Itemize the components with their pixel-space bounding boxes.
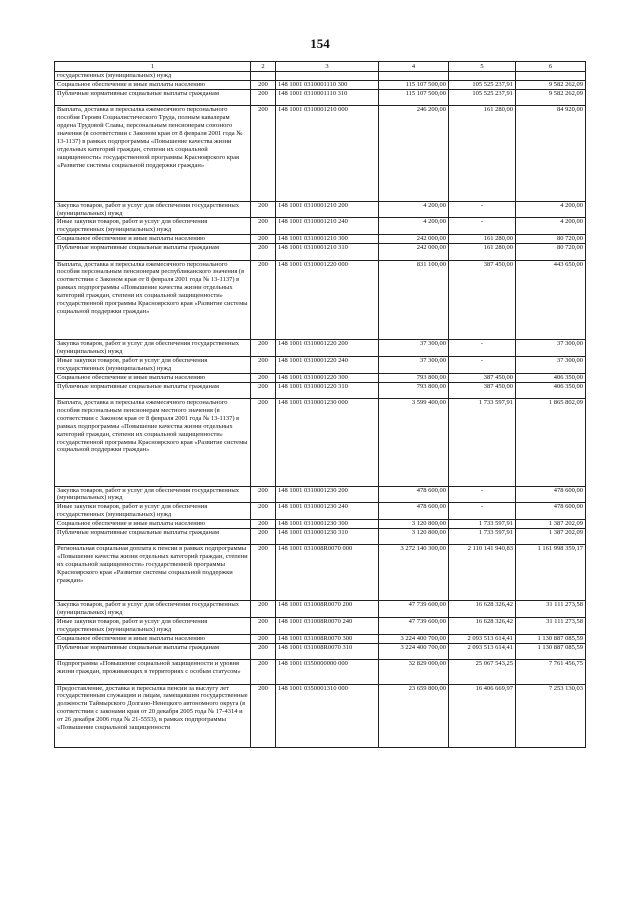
row-remaining-amount-cell: 7 253 130,03 [516, 684, 586, 748]
row-classification-cell: 148 1001 0310001230 000 [276, 399, 379, 487]
row-classification-cell: 148 1001 0350000000 000 [276, 660, 379, 684]
table-row [55, 529, 586, 545]
table-row [55, 618, 586, 635]
row-remaining-amount-cell: 80 720,00 [516, 244, 586, 260]
row-remaining-amount-cell: 406 350,00 [516, 373, 586, 382]
table-row [55, 340, 586, 357]
header-col-6: 6 [516, 62, 586, 72]
row-executed-amount-cell: - [449, 218, 516, 235]
row-executed-amount-cell: 387 450,00 [449, 382, 516, 398]
row-planned-amount-cell: 115 107 500,00 [379, 89, 449, 105]
row-planned-amount-cell: 32 829 000,00 [379, 660, 449, 684]
row-name-cell: Социальное обеспечение и иные выплаты населению [55, 520, 251, 529]
row-planned-amount-cell: 793 800,00 [379, 382, 449, 398]
row-name-cell: Публичные нормативные социальные выплаты гражданам [55, 244, 251, 260]
row-remaining-amount-cell: 1 387 202,09 [516, 529, 586, 545]
row-code-cell: 200 [251, 529, 276, 545]
header-col-4: 4 [379, 62, 449, 72]
header-col-1: 1 [55, 62, 251, 72]
row-planned-amount-cell: 246 200,00 [379, 106, 449, 201]
row-executed-amount-cell: 1 733 597,91 [449, 520, 516, 529]
row-remaining-amount-cell: 9 582 262,09 [516, 89, 586, 105]
row-name-cell: Подпрограмма «Повышение социальной защищенности и уровня жизни граждан, проживающих в территориях с особым статусом» [55, 660, 251, 684]
row-classification-cell: 148 1001 0310001220 000 [276, 260, 379, 340]
row-planned-amount-cell: 3 120 800,00 [379, 520, 449, 529]
table-row [55, 382, 586, 398]
row-code-cell: 200 [251, 684, 276, 748]
row-classification-cell [276, 72, 379, 81]
row-planned-amount-cell: 242 000,00 [379, 244, 449, 260]
table-row [55, 356, 586, 373]
table-row [55, 260, 586, 340]
row-remaining-amount-cell: 37 300,00 [516, 340, 586, 357]
row-name-cell: Предоставление, доставка и пересылка пенсии за выслугу лет государственным служащим и лицам, замещавшим государственные должности Таймырского Долгано-Ненецкого автономного округа (в соответствии с законами края от 20 декабря 2005 года № 17-4314 и от 26 декабря 2006 года № 21-5553), в рамках подпрограммы «Повышение социальной защищенности [55, 684, 251, 748]
row-name-cell: Закупка товаров, работ и услуг для обеспечения государственных (муниципальных) нужд [55, 486, 251, 503]
row-executed-amount-cell: - [449, 486, 516, 503]
row-name-cell: Социальное обеспечение и иные выплаты населению [55, 80, 251, 89]
row-code-cell: 200 [251, 520, 276, 529]
row-executed-amount-cell: 2 093 513 614,41 [449, 634, 516, 643]
row-remaining-amount-cell: 37 300,00 [516, 356, 586, 373]
row-code-cell: 200 [251, 382, 276, 398]
row-classification-cell: 148 1001 0350001310 000 [276, 684, 379, 748]
row-name-cell: Иные закупки товаров, работ и услуг для обеспечения государственных (муниципальных) нужд [55, 356, 251, 373]
row-classification-cell: 148 1001 031008R0070 200 [276, 601, 379, 618]
row-executed-amount-cell: 1 733 597,91 [449, 399, 516, 487]
header-col-3: 3 [276, 62, 379, 72]
row-code-cell: 200 [251, 89, 276, 105]
row-remaining-amount-cell: 478 600,00 [516, 486, 586, 503]
row-remaining-amount-cell: 4 200,00 [516, 218, 586, 235]
row-code-cell: 200 [251, 503, 276, 520]
table-row [55, 201, 586, 218]
row-remaining-amount-cell: 80 720,00 [516, 235, 586, 244]
row-name-cell: Иные закупки товаров, работ и услуг для обеспечения государственных (муниципальных) нужд [55, 618, 251, 635]
row-code-cell: 200 [251, 601, 276, 618]
table-row [55, 373, 586, 382]
table-row [55, 235, 586, 244]
row-classification-cell: 148 1001 031008R0070 240 [276, 618, 379, 635]
row-code-cell: 200 [251, 634, 276, 643]
row-classification-cell: 148 1001 0310001210 000 [276, 106, 379, 201]
row-classification-cell: 148 1001 0310001220 240 [276, 356, 379, 373]
table-row [55, 399, 586, 487]
row-code-cell: 200 [251, 486, 276, 503]
row-code-cell: 200 [251, 235, 276, 244]
row-executed-amount-cell: - [449, 503, 516, 520]
row-remaining-amount-cell: 1 387 202,09 [516, 520, 586, 529]
row-planned-amount-cell: 831 100,00 [379, 260, 449, 340]
row-planned-amount-cell: 3 224 400 700,00 [379, 634, 449, 643]
row-executed-amount-cell: 387 450,00 [449, 260, 516, 340]
row-planned-amount-cell: 47 739 600,00 [379, 601, 449, 618]
row-code-cell: 200 [251, 545, 276, 601]
row-classification-cell: 148 1001 0310001220 310 [276, 382, 379, 398]
table-row [55, 545, 586, 601]
row-code-cell: 200 [251, 201, 276, 218]
row-code-cell: 200 [251, 260, 276, 340]
row-name-cell: Закупка товаров, работ и услуг для обеспечения государственных (муниципальных) нужд [55, 201, 251, 218]
row-name-cell: Публичные нормативные социальные выплаты гражданам [55, 382, 251, 398]
row-classification-cell: 148 1001 031008R0070 310 [276, 643, 379, 659]
row-executed-amount-cell: 25 067 543,25 [449, 660, 516, 684]
row-remaining-amount-cell [516, 72, 586, 81]
row-code-cell: 200 [251, 218, 276, 235]
row-classification-cell: 148 1001 0310001230 300 [276, 520, 379, 529]
row-code-cell: 200 [251, 356, 276, 373]
row-name-cell: Публичные нормативные социальные выплаты гражданам [55, 529, 251, 545]
row-classification-cell: 148 1001 0310001110 310 [276, 89, 379, 105]
table-row [55, 106, 586, 201]
row-name-cell: Социальное обеспечение и иные выплаты населению [55, 373, 251, 382]
header-col-2: 2 [251, 62, 276, 72]
row-executed-amount-cell: 16 406 669,97 [449, 684, 516, 748]
row-code-cell [251, 72, 276, 81]
row-executed-amount-cell [449, 72, 516, 81]
table-row [55, 486, 586, 503]
row-executed-amount-cell: 105 525 237,91 [449, 80, 516, 89]
row-name-cell: Иные закупки товаров, работ и услуг для обеспечения государственных (муниципальных) нужд [55, 503, 251, 520]
row-classification-cell: 148 1001 0310001220 300 [276, 373, 379, 382]
row-remaining-amount-cell: 443 650,00 [516, 260, 586, 340]
row-executed-amount-cell: 105 525 237,91 [449, 89, 516, 105]
row-classification-cell: 148 1001 0310001230 240 [276, 503, 379, 520]
row-planned-amount-cell: 4 200,00 [379, 201, 449, 218]
row-remaining-amount-cell: 1 161 998 359,17 [516, 545, 586, 601]
row-executed-amount-cell: 161 280,00 [449, 235, 516, 244]
table-row [55, 89, 586, 105]
row-executed-amount-cell: - [449, 340, 516, 357]
row-remaining-amount-cell: 9 582 262,09 [516, 80, 586, 89]
row-classification-cell: 148 1001 0310001230 200 [276, 486, 379, 503]
row-code-cell: 200 [251, 618, 276, 635]
row-remaining-amount-cell: 7 761 456,75 [516, 660, 586, 684]
row-name-cell: государственных (муниципальных) нужд [55, 72, 251, 81]
table-row [55, 218, 586, 235]
table-row [55, 503, 586, 520]
row-name-cell: Иные закупки товаров, работ и услуг для обеспечения государственных (муниципальных) нужд [55, 218, 251, 235]
row-remaining-amount-cell: 1 130 887 085,59 [516, 634, 586, 643]
table-row [55, 634, 586, 643]
row-name-cell: Выплата, доставка и пересылка ежемесячного персонального пособия персональным пенсионерам местного значения (в соответствии с Законом края от 8 февраля 2001 года № 13-1137) в рамках подпрограммы «Повышение качества жизни отдельных категорий граждан, степени их социальной защищенности» государственной программы Красноярского края «Развитие системы социальной поддержки граждан» [55, 399, 251, 487]
row-executed-amount-cell: 387 450,00 [449, 373, 516, 382]
row-code-cell: 200 [251, 399, 276, 487]
header-col-5: 5 [449, 62, 516, 72]
table-row [55, 601, 586, 618]
row-executed-amount-cell: 2 093 513 614,41 [449, 643, 516, 659]
header-row [55, 62, 586, 72]
row-code-cell: 200 [251, 340, 276, 357]
row-planned-amount-cell: 37 300,00 [379, 356, 449, 373]
row-code-cell: 200 [251, 643, 276, 659]
row-planned-amount-cell: 478 600,00 [379, 486, 449, 503]
table-row [55, 520, 586, 529]
row-executed-amount-cell: 16 628 326,42 [449, 618, 516, 635]
row-code-cell: 200 [251, 80, 276, 89]
row-classification-cell: 148 1001 031008R0070 300 [276, 634, 379, 643]
row-name-cell: Публичные нормативные социальные выплаты гражданам [55, 643, 251, 659]
row-classification-cell: 148 1001 0310001110 300 [276, 80, 379, 89]
budget-table [54, 61, 586, 748]
row-name-cell: Выплата, доставка и пересылка ежемесячного персонального пособия персональным пенсионерам республиканского значения (в соответствии с Законом края от 8 февраля 2001 года № 13-1137) в рамках подпрограммы «Повышение качества жизни отдельных категорий граждан, степени их социальной защищенности» государственной программы Красноярского края «Развитие системы социальной поддержки граждан» [55, 260, 251, 340]
row-planned-amount-cell: 793 800,00 [379, 373, 449, 382]
row-planned-amount-cell: 3 224 400 700,00 [379, 643, 449, 659]
row-remaining-amount-cell: 31 111 273,58 [516, 601, 586, 618]
row-classification-cell: 148 1001 0310001230 310 [276, 529, 379, 545]
row-name-cell: Региональная социальная доплата к пенсии в рамках подпрограммы «Повышение качества жизни отдельных категорий граждан, степени их социальной защищенности» государственной программы Красноярского края «Развитие системы социальной поддержки граждан» [55, 545, 251, 601]
row-planned-amount-cell [379, 72, 449, 81]
table-row [55, 660, 586, 684]
row-executed-amount-cell: 161 280,00 [449, 106, 516, 201]
row-executed-amount-cell: - [449, 201, 516, 218]
row-remaining-amount-cell: 1 130 887 085,59 [516, 643, 586, 659]
row-name-cell: Закупка товаров, работ и услуг для обеспечения государственных (муниципальных) нужд [55, 601, 251, 618]
row-planned-amount-cell: 37 300,00 [379, 340, 449, 357]
row-executed-amount-cell: 1 733 597,91 [449, 529, 516, 545]
row-planned-amount-cell: 3 120 800,00 [379, 529, 449, 545]
row-remaining-amount-cell: 478 600,00 [516, 503, 586, 520]
table-header [55, 62, 586, 72]
row-code-cell: 200 [251, 373, 276, 382]
row-classification-cell: 148 1001 0310001210 200 [276, 201, 379, 218]
row-planned-amount-cell: 23 659 800,00 [379, 684, 449, 748]
row-remaining-amount-cell: 84 920,00 [516, 106, 586, 201]
row-code-cell: 200 [251, 244, 276, 260]
row-code-cell: 200 [251, 106, 276, 201]
row-name-cell: Социальное обеспечение и иные выплаты населению [55, 634, 251, 643]
row-planned-amount-cell: 242 000,00 [379, 235, 449, 244]
row-planned-amount-cell: 478 600,00 [379, 503, 449, 520]
table-row [55, 643, 586, 659]
row-planned-amount-cell: 3 599 400,00 [379, 399, 449, 487]
table-row [55, 72, 586, 81]
row-executed-amount-cell: 161 280,00 [449, 244, 516, 260]
row-executed-amount-cell: 16 628 326,42 [449, 601, 516, 618]
row-remaining-amount-cell: 4 200,00 [516, 201, 586, 218]
row-name-cell: Социальное обеспечение и иные выплаты населению [55, 235, 251, 244]
row-classification-cell: 148 1001 0310001210 310 [276, 244, 379, 260]
row-executed-amount-cell: 2 110 141 940,83 [449, 545, 516, 601]
row-classification-cell: 148 1001 0310001220 200 [276, 340, 379, 357]
table-row [55, 80, 586, 89]
row-planned-amount-cell: 47 739 600,00 [379, 618, 449, 635]
row-name-cell: Закупка товаров, работ и услуг для обеспечения государственных (муниципальных) нужд [55, 340, 251, 357]
page-number: 154 [310, 36, 330, 51]
row-remaining-amount-cell: 1 865 802,09 [516, 399, 586, 487]
row-name-cell: Публичные нормативные социальные выплаты гражданам [55, 89, 251, 105]
row-remaining-amount-cell: 31 111 273,58 [516, 618, 586, 635]
row-planned-amount-cell: 4 200,00 [379, 218, 449, 235]
row-classification-cell: 148 1001 0310001210 240 [276, 218, 379, 235]
row-planned-amount-cell: 3 272 140 300,00 [379, 545, 449, 601]
row-remaining-amount-cell: 406 350,00 [516, 382, 586, 398]
row-classification-cell: 148 1001 031008R0070 000 [276, 545, 379, 601]
table-row [55, 244, 586, 260]
row-executed-amount-cell: - [449, 356, 516, 373]
row-classification-cell: 148 1001 0310001210 300 [276, 235, 379, 244]
row-code-cell: 200 [251, 660, 276, 684]
table-row [55, 684, 586, 748]
table-body [55, 72, 586, 748]
row-planned-amount-cell: 115 107 500,00 [379, 80, 449, 89]
row-name-cell: Выплата, доставка и пересылка ежемесячного персонального пособия Героям Социалистического Труда, полным кавалерам ордена Трудовой Славы, персональным пенсионерам союзного значения (в соответствии с Законом края от 8 февраля 2001 года № 13-1137) в рамках подпрограммы «Повышение качества жизни отдельных категорий граждан, степени их социальной защищенности» государственной программы Красноярского края «Развитие системы социальной поддержки граждан» [55, 106, 251, 201]
